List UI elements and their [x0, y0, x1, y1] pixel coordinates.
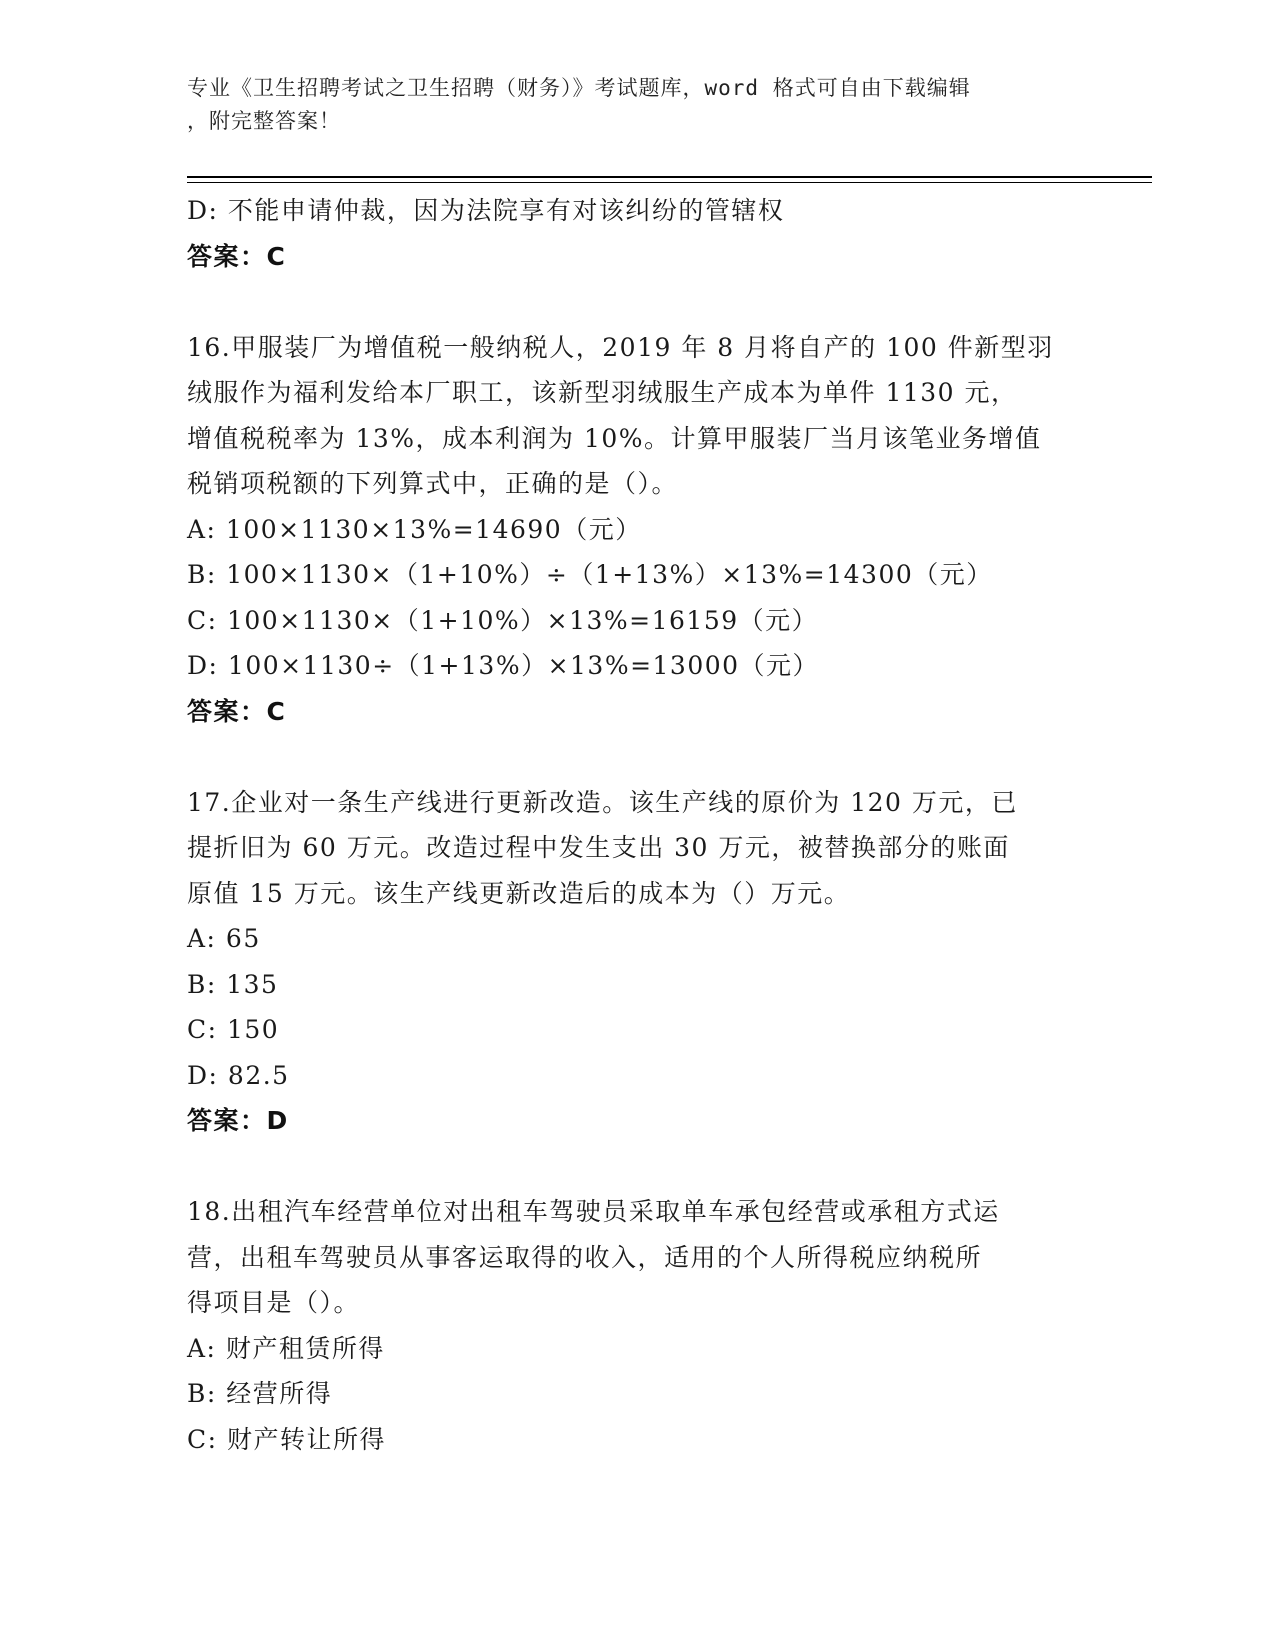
question-18: [187, 1189, 1087, 1462]
q17-option-a: A: 65: [187, 924, 261, 953]
q18-stem-line: 营，出租车驾驶员从事客运取得的收入，适用的个人所得税应纳税所: [187, 1242, 983, 1272]
question-17: [187, 780, 1087, 1144]
q16-option-c: C: 100×1130×（1+10%）×13%=16159（元）: [187, 605, 819, 635]
question-16: [187, 325, 1087, 735]
spacer: [187, 1144, 1087, 1190]
spacer: [187, 279, 1087, 325]
q17-answer: 答案：D: [187, 1106, 289, 1135]
q17-stem-line: 提折旧为 60 万元。改造过程中发生支出 30 万元，被替换部分的账面: [187, 833, 1010, 862]
header-rule-thick: [187, 176, 1152, 178]
q16-stem-line: 税销项税额的下列算式中，正确的是（）。: [187, 469, 679, 498]
q16-stem-line: 绒服作为福利发给本厂职工，该新型羽绒服生产成本为单件 1130 元，: [187, 378, 1018, 407]
q18-option-b: B: 经营所得: [187, 1379, 333, 1408]
q16-option-b: B: 100×1130×（1+10%）÷（1+13%）×13%=14300（元）: [187, 560, 993, 589]
q18-option-a: A: 财产租赁所得: [187, 1333, 385, 1363]
q16-option-d: D: 100×1130÷（1+13%）×13%=13000（元）: [187, 651, 820, 680]
q18-option-c: C: 财产转让所得: [187, 1424, 386, 1454]
q16-answer: 答案：C: [187, 696, 287, 726]
prev-option-d: D: 不能申请仲裁，因为法院享有对该纠纷的管辖权: [187, 196, 785, 225]
q17-option-c: C: 150: [187, 1015, 280, 1044]
spacer: [187, 734, 1087, 780]
header-rule-thin: [187, 182, 1152, 183]
q18-stem-line: 18.出租汽车经营单位对出租车驾驶员采取单车承包经营或承租方式运: [187, 1197, 1000, 1226]
q18-stem-line: 得项目是（）。: [187, 1288, 361, 1317]
q16-stem-line: 增值税税率为 13%，成本利润为 10%。计算甲服装厂当月该笔业务增值: [187, 423, 1042, 453]
q17-option-d: D: 82.5: [187, 1060, 290, 1090]
q17-stem-line: 17.企业对一条生产线进行更新改造。该生产线的原价为 120 万元，已: [187, 787, 1018, 817]
q16-stem-line: 16.甲服装厂为增值税一般纳税人，2019 年 8 月将自产的 100 件新型羽: [187, 332, 1054, 362]
q17-option-b: B: 135: [187, 969, 279, 999]
question-content: [187, 188, 1087, 1462]
q17-stem-line: 原值 15 万元。该生产线更新改造后的成本为（）万元。: [187, 878, 851, 908]
q16-option-a: A: 100×1130×13%=14690（元）: [187, 514, 642, 544]
prev-answer: 答案：C: [187, 241, 287, 271]
page-header: 专业《卫生招聘考试之卫生招聘（财务）》考试题库，word 格式可自由下载编辑 ，附完整答案！: [187, 76, 971, 133]
